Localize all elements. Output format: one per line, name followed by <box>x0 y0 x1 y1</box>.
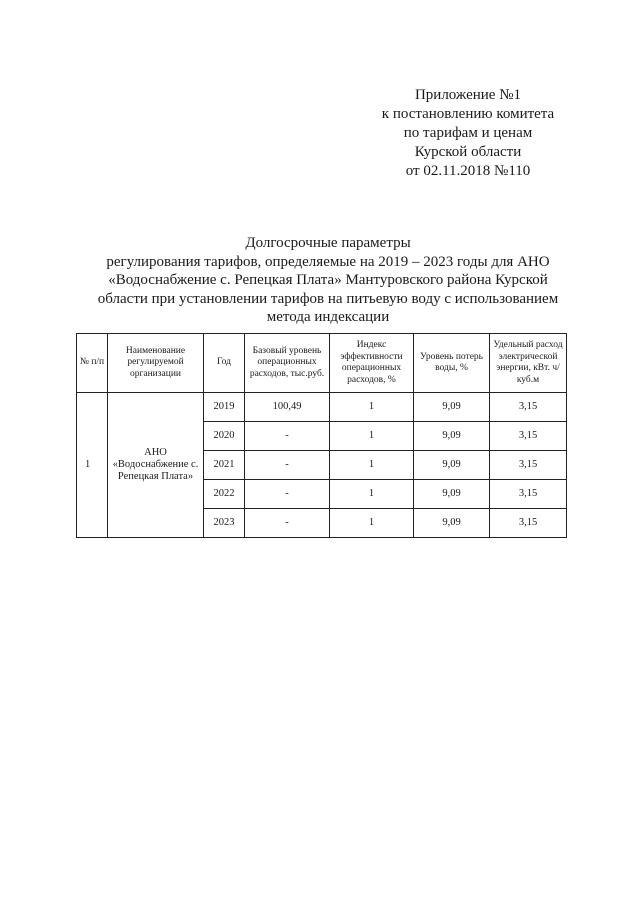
cell-efficiency-index: 1 <box>330 451 414 480</box>
header-number: № п/п <box>77 334 108 393</box>
title-line: регулирования тарифов, определяемые на 2019 – 2023 годы для АНО <box>106 253 550 270</box>
cell-year: 2021 <box>204 451 245 480</box>
appendix-line: от 02.11.2018 №110 <box>405 163 531 179</box>
cell-base-level: - <box>245 480 330 509</box>
cell-base-level: 100,49 <box>245 393 330 422</box>
title-line: области при установлении тарифов на питьевую воду с использованием <box>97 290 559 307</box>
header-organization: Наименование регулируемой организации <box>108 334 204 393</box>
header-efficiency-index: Индекс эффективности операционных расходов, % <box>330 334 414 393</box>
cell-energy: 3,15 <box>490 393 567 422</box>
appendix-block <box>360 86 576 181</box>
title-line: метода индексации <box>266 309 390 325</box>
header-energy-consumption: Удельный расход электрической энергии, кВт. ч/куб.м <box>490 334 567 393</box>
appendix-line: к постановлению комитета <box>381 106 555 122</box>
cell-efficiency-index: 1 <box>330 509 414 538</box>
document-title <box>90 234 566 327</box>
cell-year: 2019 <box>204 393 245 422</box>
table-header-row <box>77 334 567 393</box>
cell-energy: 3,15 <box>490 509 567 538</box>
cell-base-level: - <box>245 509 330 538</box>
cell-water-losses: 9,09 <box>414 480 490 509</box>
row-number: 1 <box>77 393 108 538</box>
cell-efficiency-index: 1 <box>330 393 414 422</box>
cell-water-losses: 9,09 <box>414 393 490 422</box>
appendix-line: Курской области <box>414 144 522 160</box>
cell-water-losses: 9,09 <box>414 451 490 480</box>
appendix-line: по тарифам и ценам <box>403 125 533 141</box>
cell-base-level: - <box>245 451 330 480</box>
appendix-line: Приложение №1 <box>414 87 522 103</box>
cell-energy: 3,15 <box>490 451 567 480</box>
cell-energy: 3,15 <box>490 480 567 509</box>
header-year: Год <box>204 334 245 393</box>
title-line: «Водоснабжение с. Репецкая Плата» Мантуровского района Курской <box>108 272 548 288</box>
title-line: Долгосрочные параметры <box>245 235 411 251</box>
cell-base-level: - <box>245 422 330 451</box>
parameters-table <box>76 333 567 538</box>
cell-year: 2023 <box>204 509 245 538</box>
cell-efficiency-index: 1 <box>330 480 414 509</box>
header-water-losses: Уровень потерь воды, % <box>414 334 490 393</box>
cell-water-losses: 9,09 <box>414 422 490 451</box>
header-base-level: Базовый уровень операционных расходов, тыс.руб. <box>245 334 330 393</box>
cell-year: 2020 <box>204 422 245 451</box>
cell-water-losses: 9,09 <box>414 509 490 538</box>
cell-efficiency-index: 1 <box>330 422 414 451</box>
cell-year: 2022 <box>204 480 245 509</box>
cell-energy: 3,15 <box>490 422 567 451</box>
organization-name: АНО «Водоснабжение с. Репецкая Плата» <box>108 393 204 538</box>
table-row <box>77 393 567 422</box>
